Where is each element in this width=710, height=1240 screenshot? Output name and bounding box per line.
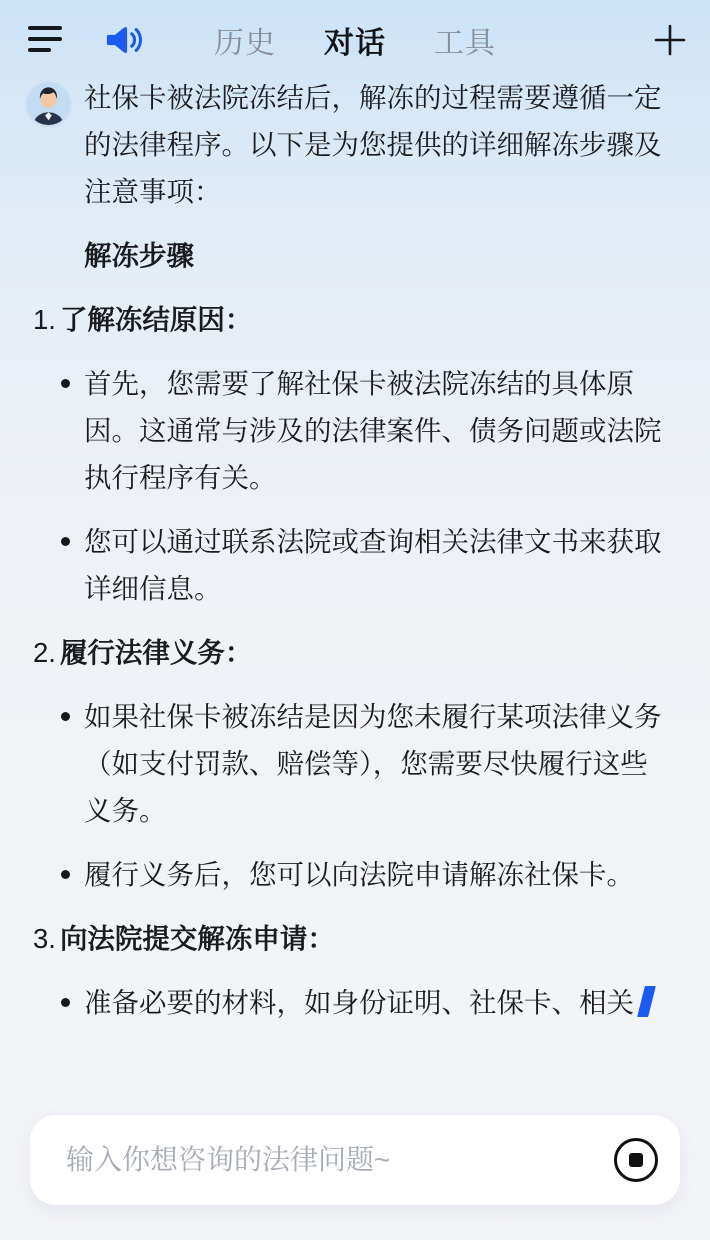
numbered-item-1 (33, 296, 662, 343)
assistant-message (33, 74, 662, 1026)
numbered-item-3 (33, 915, 662, 962)
tab-dialogue[interactable]: 对话 (324, 27, 386, 60)
item-number: 1. (33, 304, 56, 335)
bullet-item (33, 518, 662, 612)
typing-cursor-icon (637, 986, 656, 1017)
bullet-dot (61, 379, 70, 388)
bullet-item (33, 693, 662, 834)
bullet-dot (61, 870, 70, 879)
bullet-dot (61, 537, 70, 546)
item-number: 3. (33, 923, 56, 954)
numbered-item-2 (33, 629, 662, 676)
bullet-dot (61, 712, 70, 721)
message-composer (30, 1115, 680, 1205)
item-number: 2. (33, 637, 56, 668)
item-title: 履行法律义务： (59, 637, 253, 668)
bullet-item-streaming (33, 979, 662, 1026)
bullet-text: 履行义务后，您可以向法院申请解冻社保卡。 (84, 859, 634, 890)
assistant-avatar (27, 82, 70, 125)
stop-icon (629, 1153, 643, 1167)
tab-tools[interactable]: 工具 (434, 27, 496, 60)
bullet-dot (61, 998, 70, 1007)
bullet-text: 您可以通过联系法院或查询相关法律文书来获取详细信息。 (84, 526, 662, 604)
item-title: 向法院提交解冻申请： (59, 923, 335, 954)
stop-generating-button[interactable] (614, 1138, 658, 1182)
item-title: 了解冻结原因： (59, 304, 253, 335)
bullet-item (33, 360, 662, 501)
bullet-text: 首先，您需要了解社保卡被法院冻结的具体原因。这通常与涉及的法律案件、债务问题或法院执行程序有关。 (84, 368, 662, 493)
bullet-item (33, 851, 662, 898)
bullet-text: 准备必要的材料，如身份证明、社保卡、相关 (84, 987, 634, 1018)
question-input[interactable] (64, 1143, 614, 1177)
tab-history[interactable]: 历史 (214, 27, 276, 60)
bullet-text: 如果社保卡被冻结是因为您未履行某项法律义务（如支付罚款、赔偿等），您需要尽快履行这些义务。 (84, 701, 662, 826)
section-heading-steps: 解冻步骤 (84, 240, 194, 271)
message-paragraph: 社保卡被法院冻结后，解冻的过程需要遵循一定的法律程序。以下是为您提供的详细解冻步骤及注意事项： (84, 82, 662, 207)
